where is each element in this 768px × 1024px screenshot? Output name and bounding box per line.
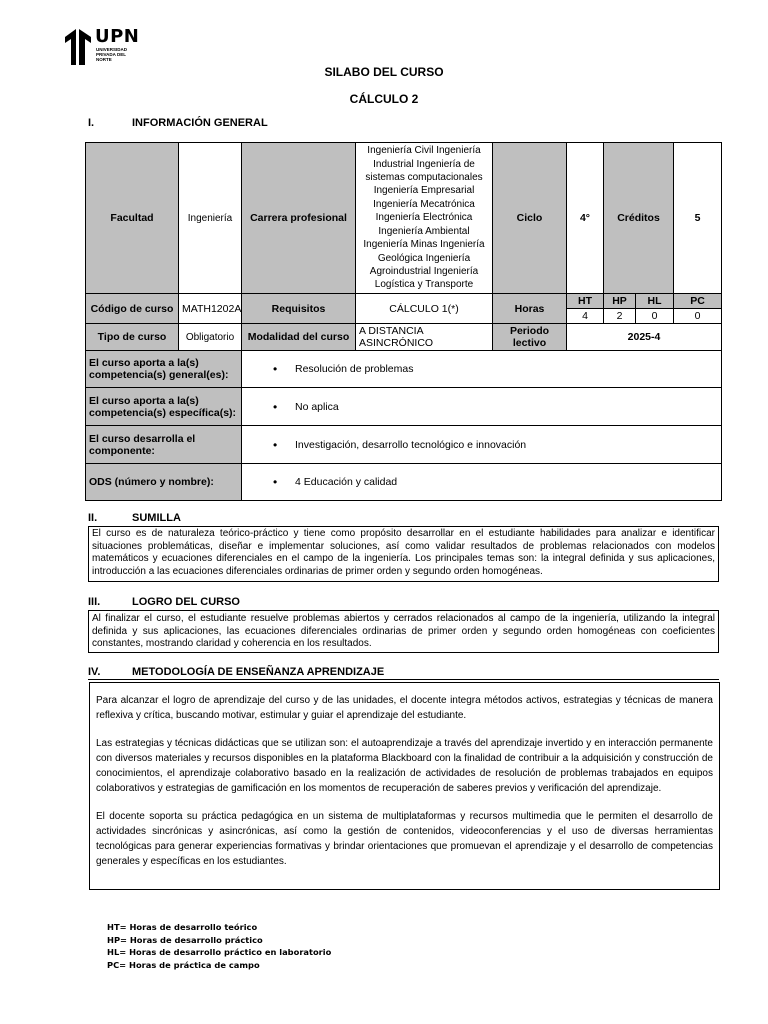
tipo-label: Tipo de curso [86, 324, 179, 351]
modalidad-label: Modalidad del curso [242, 324, 356, 351]
comp-especifica-label: El curso aporta a la(s) competencia(s) específica(s): [86, 388, 242, 426]
legend-item: HL= Horas de desarrollo práctico en laboratorio [107, 947, 332, 957]
section-number: III. [88, 596, 101, 608]
upn-logo-icon [63, 27, 93, 65]
metodologia-paragraph: Las estrategias y técnicas didácticas que se utilizan son: el autoaprendizaje a través del aprendizaje invertido y en interacción permanente con diversos materiales y recursos disponibles en la plataforma Blackboard con la finalidad de contribuir a la adquisición y construcción de conocimientos, el aprendizaje colaborativo basado en la realización de actividades de resolución de problemas trabajados en equipos colaborativos y estrategias de gamificación en los momentos de recuperación de saberes previos y verificación del aprendizaje. [96, 738, 713, 794]
horas-label: Horas [493, 294, 567, 324]
section-number: IV. [88, 666, 101, 678]
requisitos-label: Requisitos [242, 294, 356, 324]
tipo-value: Obligatorio [179, 324, 242, 351]
document-title: SILABO DEL CURSO [324, 65, 444, 79]
horas-header-ht: HT [567, 294, 604, 309]
logo-subtitle: UNIVERSIDAD PRIVADA DEL NORTE [96, 47, 128, 62]
section-sumilla-heading [88, 512, 181, 524]
horas-value-hl: 0 [636, 309, 674, 324]
componente-value: • Investigación, desarrollo tecnológico e innovación [245, 439, 718, 451]
periodo-label: Periodo lectivo [493, 324, 567, 351]
horas-header-pc: PC [674, 294, 722, 309]
ods-value: • 4 Educación y calidad [245, 476, 718, 488]
legend-item: PC= Horas de práctica de campo [107, 959, 260, 970]
metodologia-paragraph: Para alcanzar el logro de aprendizaje del curso y de las unidades, el docente integra métodos activos, estrategias y técnicas de manera reflexiva y crítica, buscando motivar, estimular y guiar el aprendizaje del estudiante. [96, 695, 713, 721]
section-title: LOGRO DEL CURSO [132, 596, 240, 608]
sumilla-text: El curso es de naturaleza teórico-práctico y tiene como propósito desarrollar en el estudiante habilidades para analizar e identificar situaciones problemáticas, diseñar e implementar soluciones, así como validar resultados de problemas relacionados con modelos matemáticos y ecuaciones diferenciales en el campo de la ingeniería. Los principales temas son: la integral definida y sus aplicaciones, introducción a las ecuaciones diferenciales ordinarias de primer orden y segundo orden homogéneas. [92, 528, 715, 577]
ciclo-label: Ciclo [493, 143, 567, 294]
metodologia-paragraph: El docente soporta su práctica pedagógica en un sistema de multiplataformas y recursos multimedia que le permiten el desarrollo de actividades sincrónicas y asincrónicas, así como la gestión de contenidos, videoconferencias y el uso de diversas herramientas tecnológicas para generar experiencias formativas y brindar orientaciones que promuevan el aprendizaje y el desarrollo de competencias generales y específicas en los estudiantes. [96, 811, 713, 867]
creditos-label: Créditos [604, 143, 674, 294]
logo-brand: UPN [95, 26, 140, 47]
requisitos-value: CÁLCULO 1(*) [356, 294, 493, 324]
course-name: CÁLCULO 2 [349, 92, 419, 106]
horas-value-ht: 4 [567, 309, 604, 324]
section-title: SUMILLA [132, 512, 181, 524]
upn-logo [63, 27, 143, 67]
horas-value-pc: 0 [674, 309, 722, 324]
facultad-value: Ingeniería [179, 143, 242, 294]
facultad-label: Facultad [86, 143, 179, 294]
modalidad-value: A DISTANCIA ASINCRÓNICO [356, 324, 493, 351]
codigo-value: MATH1202A [179, 294, 242, 324]
section-title: INFORMACIÓN GENERAL [132, 117, 268, 129]
logro-box [88, 610, 719, 653]
general-info-table [85, 142, 722, 501]
comp-especifica-value: • No aplica [245, 401, 718, 413]
ods-label: ODS (número y nombre): [86, 464, 242, 501]
legend-item: HT= Horas de desarrollo teórico [107, 922, 258, 932]
section-title: METODOLOGÍA DE ENSEÑANZA APRENDIZAJE [132, 666, 385, 678]
legend-item: HP= Horas de desarrollo práctico [107, 934, 263, 945]
periodo-value: 2025-4 [567, 324, 722, 351]
horas-value-hp: 2 [604, 309, 636, 324]
componente-label: El curso desarrolla el componente: [86, 426, 242, 464]
sumilla-box [88, 526, 719, 582]
section-number: I. [88, 117, 95, 129]
componente-cell [242, 426, 722, 464]
carrera-value: Ingeniería Civil Ingeniería Industrial Ingeniería de sistemas computacionales Ingeniería Empresarial Ingeniería Mecatrónica Ingeniería Electrónica Ingeniería Ambiental Ingeniería Minas Ingeniería Geológica Ingeniería Agroindustrial Ingeniería Logística y Transporte [356, 143, 493, 294]
hours-legend [107, 921, 331, 971]
section-metodologia-heading [88, 666, 384, 678]
comp-especifica-cell [242, 388, 722, 426]
ciclo-value: 4° [567, 143, 604, 294]
ods-cell [242, 464, 722, 501]
horas-header-hp: HP [604, 294, 636, 309]
section-info-heading [88, 117, 268, 129]
comp-general-cell [242, 351, 722, 388]
section-logro-heading [88, 596, 240, 608]
metodologia-box [89, 682, 720, 890]
comp-general-value: • Resolución de problemas [245, 363, 718, 375]
logro-text: Al finalizar el curso, el estudiante resuelve problemas abiertos y cerrados relacionados al campo de la ingeniería, utilizando la integral definida y sus aplicaciones, las ecuaciones diferenciales ordinarias de primer orden y segundo orden homogéneas con coeficientes constantes, mostrando claridad y coherencia en los resultados. [92, 613, 715, 650]
horas-header-hl: HL [636, 294, 674, 309]
codigo-label: Código de curso [86, 294, 179, 324]
section-underline [88, 679, 719, 680]
section-number: II. [88, 512, 98, 524]
creditos-value: 5 [674, 143, 722, 294]
comp-general-label: El curso aporta a la(s) competencia(s) general(es): [86, 351, 242, 388]
carrera-label: Carrera profesional [242, 143, 356, 294]
